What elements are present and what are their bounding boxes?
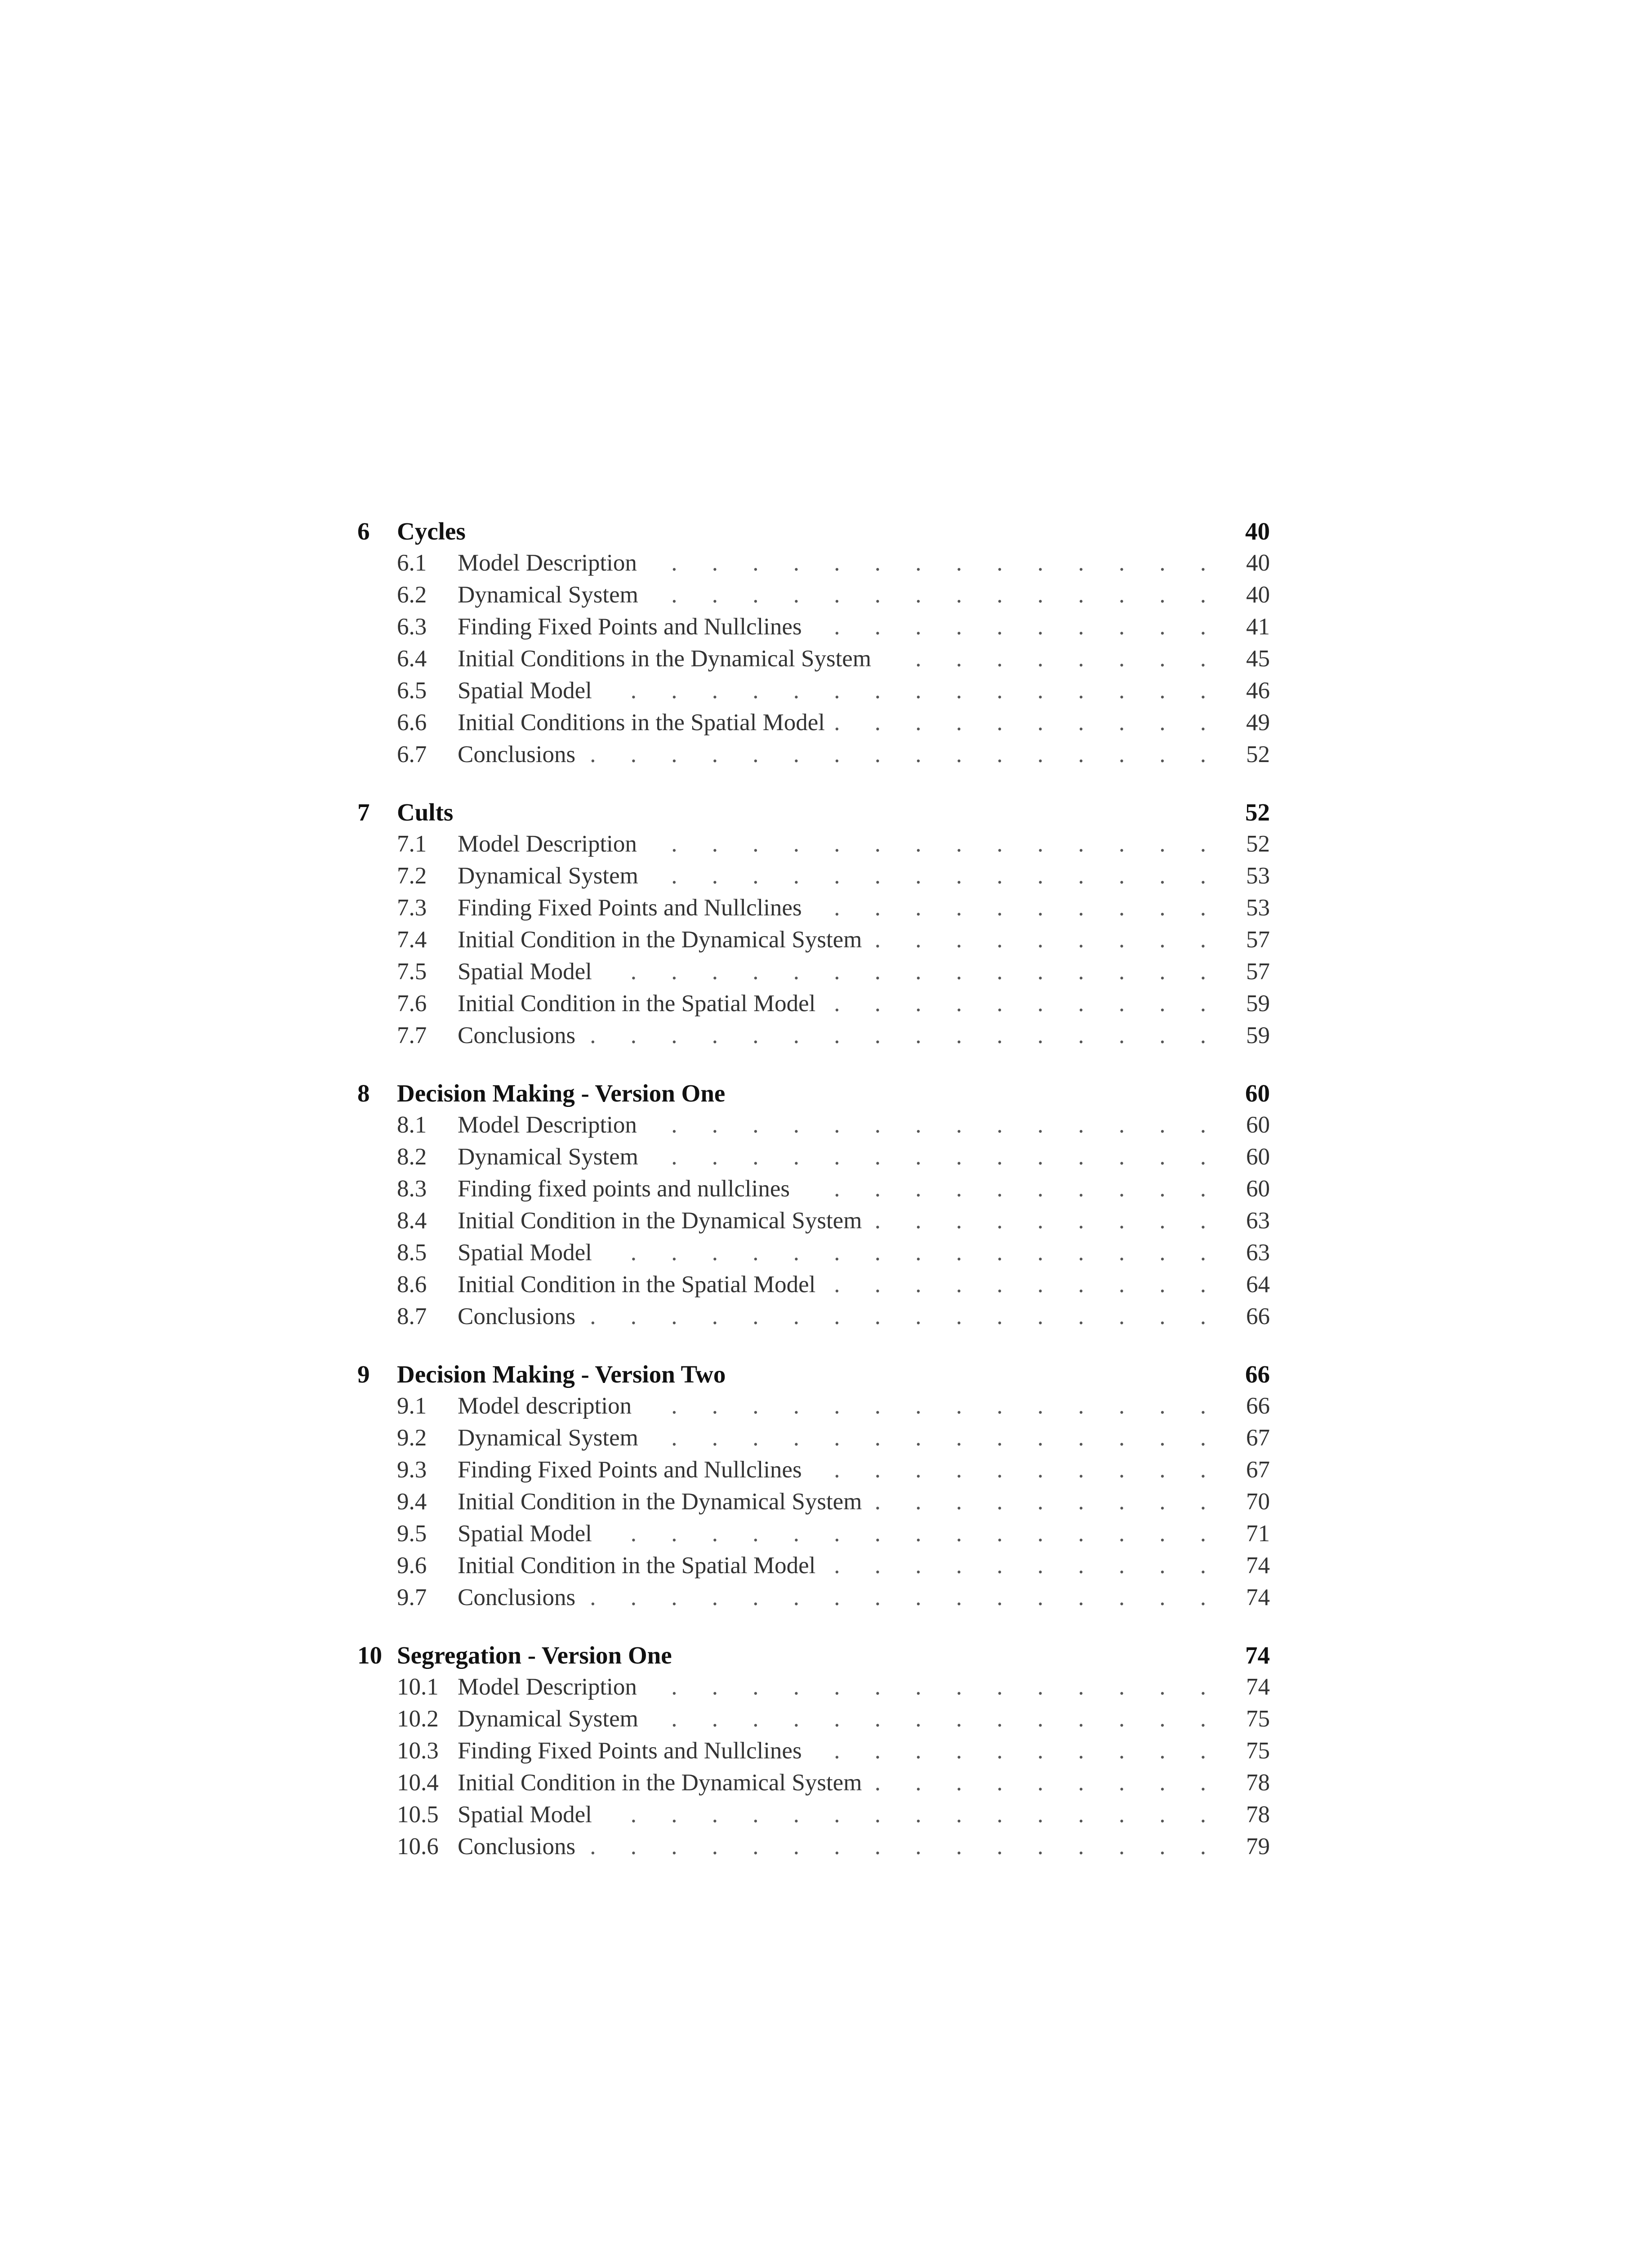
section-number: 9.5: [397, 1521, 427, 1547]
toc-entry[interactable]: [357, 581, 1270, 613]
section-title: Initial Condition in the Spatial Model: [458, 1271, 816, 1298]
section-number: 6.7: [397, 741, 427, 767]
section-page: 52: [1246, 831, 1270, 857]
section-page: 74: [1246, 1584, 1270, 1610]
section-number: 10.5: [397, 1802, 439, 1828]
toc-chapter: [357, 517, 1270, 773]
section-page: 53: [1246, 863, 1270, 889]
dot-leader: [810, 1737, 1220, 1764]
toc-entry[interactable]: [357, 1424, 1270, 1456]
dot-leader: [879, 645, 1220, 672]
chapter-page: 40: [1245, 517, 1270, 545]
section-number: 7.5: [397, 959, 427, 985]
section-title: Initial Condition in the Dynamical System: [458, 1770, 862, 1796]
section-number: 10.6: [397, 1833, 439, 1860]
toc-entry[interactable]: [357, 1801, 1270, 1833]
toc-entry[interactable]: [357, 1673, 1270, 1705]
toc-entry[interactable]: [357, 1737, 1270, 1769]
toc-entry[interactable]: [357, 1207, 1270, 1239]
section-page: 74: [1246, 1674, 1270, 1700]
section-page: 75: [1246, 1738, 1270, 1764]
section-number: 6.4: [397, 646, 427, 672]
section-page: 60: [1246, 1144, 1270, 1170]
dot-leader: [824, 1271, 1220, 1298]
chapter-heading[interactable]: [357, 1079, 1270, 1111]
section-title: Conclusions: [458, 1303, 576, 1329]
toc-entry[interactable]: [357, 1111, 1270, 1143]
section-number: 6.1: [397, 550, 427, 576]
dot-leader: [600, 1239, 1220, 1266]
chapter-heading[interactable]: [357, 1641, 1270, 1673]
toc-entry[interactable]: [357, 677, 1270, 709]
section-page: 67: [1246, 1425, 1270, 1451]
section-page: 74: [1246, 1552, 1270, 1579]
chapter-title: Cults: [397, 798, 454, 826]
chapter-title: Decision Making - Version One: [397, 1079, 726, 1107]
section-number: 9.6: [397, 1552, 427, 1579]
toc-chapter: [357, 1079, 1270, 1335]
section-page: 71: [1246, 1521, 1270, 1547]
section-title: Conclusions: [458, 1833, 576, 1860]
section-number: 7.4: [397, 927, 427, 953]
chapter-number: 6: [357, 517, 370, 545]
section-title: Dynamical System: [458, 863, 638, 889]
section-title: Finding Fixed Points and Nullclines: [458, 614, 802, 640]
toc-entry[interactable]: [357, 1769, 1270, 1801]
toc-entry[interactable]: [357, 1303, 1270, 1335]
section-number: 6.2: [397, 582, 427, 608]
section-number: 6.5: [397, 678, 427, 704]
toc-entry[interactable]: [357, 830, 1270, 862]
section-title: Initial Condition in the Dynamical System: [458, 927, 862, 953]
section-page: 78: [1246, 1770, 1270, 1796]
chapter-number: 9: [357, 1360, 370, 1388]
dot-leader: [583, 1833, 1220, 1860]
section-title: Model Description: [458, 550, 637, 576]
section-title: Initial Condition in the Dynamical System: [458, 1489, 862, 1515]
section-number: 7.7: [397, 1022, 427, 1048]
section-page: 70: [1246, 1489, 1270, 1515]
dot-leader: [824, 1552, 1220, 1579]
chapter-number: 8: [357, 1079, 370, 1107]
dot-leader: [600, 1801, 1220, 1828]
section-page: 63: [1246, 1208, 1270, 1234]
toc-entry[interactable]: [357, 894, 1270, 926]
section-page: 79: [1246, 1833, 1270, 1860]
toc-entry[interactable]: [357, 1392, 1270, 1424]
section-title: Initial Conditions in the Spatial Model: [458, 709, 825, 736]
dot-leader: [600, 1520, 1220, 1547]
toc-entry[interactable]: [357, 958, 1270, 990]
toc-entry[interactable]: [357, 1520, 1270, 1552]
toc-entry[interactable]: [357, 990, 1270, 1022]
toc-entry[interactable]: [357, 862, 1270, 894]
section-title: Spatial Model: [458, 1240, 592, 1266]
section-number: 8.1: [397, 1112, 427, 1138]
section-title: Finding Fixed Points and Nullclines: [458, 1457, 802, 1483]
chapter-page: 52: [1245, 798, 1270, 826]
section-page: 63: [1246, 1240, 1270, 1266]
dot-leader: [798, 1175, 1220, 1202]
section-title: Model Description: [458, 1674, 637, 1700]
toc-entry[interactable]: [357, 1271, 1270, 1303]
section-title: Dynamical System: [458, 582, 638, 608]
table-of-contents: [357, 517, 1270, 1890]
section-title: Model Description: [458, 831, 637, 857]
section-title: Dynamical System: [458, 1706, 638, 1732]
chapter-heading[interactable]: [357, 1360, 1270, 1392]
dot-leader: [870, 1207, 1220, 1234]
section-title: Spatial Model: [458, 1802, 592, 1828]
toc-entry[interactable]: [357, 1175, 1270, 1207]
chapter-heading[interactable]: [357, 798, 1270, 830]
dot-leader: [870, 1488, 1220, 1515]
dot-leader: [833, 709, 1220, 736]
section-page: 64: [1246, 1271, 1270, 1298]
section-number: 9.1: [397, 1393, 427, 1419]
section-title: Model description: [458, 1393, 632, 1419]
toc-entry[interactable]: [357, 1239, 1270, 1271]
toc-entry[interactable]: [357, 1143, 1270, 1175]
section-page: 45: [1246, 646, 1270, 672]
toc-entry[interactable]: [357, 1705, 1270, 1737]
section-title: Spatial Model: [458, 959, 592, 985]
toc-entry[interactable]: [357, 926, 1270, 958]
section-number: 10.2: [397, 1706, 439, 1732]
toc-entry[interactable]: [357, 549, 1270, 581]
dot-leader: [583, 741, 1220, 768]
dot-leader: [810, 894, 1220, 921]
chapter-title: Decision Making - Version Two: [397, 1360, 726, 1388]
chapter-page: 66: [1245, 1360, 1270, 1388]
chapter-heading[interactable]: [357, 517, 1270, 549]
toc-entry[interactable]: [357, 1833, 1270, 1865]
dot-leader: [824, 990, 1220, 1017]
dot-leader: [583, 1584, 1220, 1611]
section-number: 9.7: [397, 1584, 427, 1610]
section-title: Finding Fixed Points and Nullclines: [458, 895, 802, 921]
dot-leader: [646, 581, 1220, 608]
dot-leader: [645, 549, 1220, 576]
chapter-page: 74: [1245, 1641, 1270, 1669]
section-title: Conclusions: [458, 1584, 576, 1610]
dot-leader: [645, 830, 1220, 857]
dot-leader: [646, 1143, 1220, 1170]
dot-leader: [646, 1705, 1220, 1732]
section-number: 7.1: [397, 831, 427, 857]
dot-leader: [870, 926, 1220, 953]
dot-leader: [600, 677, 1220, 704]
section-number: 9.4: [397, 1489, 427, 1515]
chapter-number: 10: [357, 1641, 382, 1669]
section-number: 7.3: [397, 895, 427, 921]
toc-entry[interactable]: [357, 1488, 1270, 1520]
toc-entry[interactable]: [357, 645, 1270, 677]
section-title: Spatial Model: [458, 1521, 592, 1547]
section-title: Initial Condition in the Spatial Model: [458, 990, 816, 1017]
section-page: 67: [1246, 1457, 1270, 1483]
toc-chapter: [357, 798, 1270, 1054]
dot-leader: [600, 958, 1220, 985]
dot-leader: [646, 862, 1220, 889]
dot-leader: [870, 1769, 1220, 1796]
section-title: Model Description: [458, 1112, 637, 1138]
section-title: Dynamical System: [458, 1425, 638, 1451]
toc-chapter: [357, 1641, 1270, 1865]
toc-entry[interactable]: [357, 741, 1270, 773]
toc-entry[interactable]: [357, 1456, 1270, 1488]
section-page: 57: [1246, 927, 1270, 953]
section-title: Spatial Model: [458, 678, 592, 704]
section-page: 52: [1246, 741, 1270, 767]
dot-leader: [583, 1022, 1220, 1049]
dot-leader: [640, 1392, 1220, 1419]
section-page: 66: [1246, 1303, 1270, 1329]
section-page: 75: [1246, 1706, 1270, 1732]
section-number: 8.2: [397, 1144, 427, 1170]
chapter-page: 60: [1245, 1079, 1270, 1107]
dot-leader: [810, 613, 1220, 640]
chapter-title: Cycles: [397, 517, 466, 545]
section-title: Conclusions: [458, 741, 576, 767]
dot-leader: [645, 1673, 1220, 1700]
section-number: 9.3: [397, 1457, 427, 1483]
section-title: Dynamical System: [458, 1144, 638, 1170]
dot-leader: [810, 1456, 1220, 1483]
toc-entry[interactable]: [357, 1552, 1270, 1584]
section-number: 8.3: [397, 1176, 427, 1202]
section-number: 8.5: [397, 1240, 427, 1266]
section-page: 60: [1246, 1112, 1270, 1138]
section-page: 59: [1246, 1022, 1270, 1048]
section-number: 7.6: [397, 990, 427, 1017]
section-page: 46: [1246, 678, 1270, 704]
section-page: 40: [1246, 550, 1270, 576]
section-number: 10.4: [397, 1770, 439, 1796]
section-number: 10.3: [397, 1738, 439, 1764]
toc-entry[interactable]: [357, 613, 1270, 645]
toc-chapter: [357, 1360, 1270, 1616]
dot-leader: [646, 1424, 1220, 1451]
dot-leader: [645, 1111, 1220, 1138]
chapter-number: 7: [357, 798, 370, 826]
section-number: 8.6: [397, 1271, 427, 1298]
section-title: Finding Fixed Points and Nullclines: [458, 1738, 802, 1764]
dot-leader: [583, 1303, 1220, 1330]
section-title: Initial Condition in the Dynamical System: [458, 1208, 862, 1234]
section-number: 8.4: [397, 1208, 427, 1234]
section-page: 66: [1246, 1393, 1270, 1419]
section-title: Finding fixed points and nullclines: [458, 1176, 790, 1202]
section-page: 57: [1246, 959, 1270, 985]
toc-entry[interactable]: [357, 1022, 1270, 1054]
section-number: 6.6: [397, 709, 427, 736]
section-page: 41: [1246, 614, 1270, 640]
section-number: 6.3: [397, 614, 427, 640]
section-number: 8.7: [397, 1303, 427, 1329]
section-page: 60: [1246, 1176, 1270, 1202]
section-page: 49: [1246, 709, 1270, 736]
section-page: 78: [1246, 1802, 1270, 1828]
toc-entry[interactable]: [357, 709, 1270, 741]
section-page: 40: [1246, 582, 1270, 608]
section-page: 53: [1246, 895, 1270, 921]
chapter-title: Segregation - Version One: [397, 1641, 672, 1669]
section-title: Initial Conditions in the Dynamical System: [458, 646, 872, 672]
toc-entry[interactable]: [357, 1584, 1270, 1616]
section-title: Initial Condition in the Spatial Model: [458, 1552, 816, 1579]
section-title: Conclusions: [458, 1022, 576, 1048]
section-number: 9.2: [397, 1425, 427, 1451]
section-number: 10.1: [397, 1674, 439, 1700]
section-page: 59: [1246, 990, 1270, 1017]
section-number: 7.2: [397, 863, 427, 889]
